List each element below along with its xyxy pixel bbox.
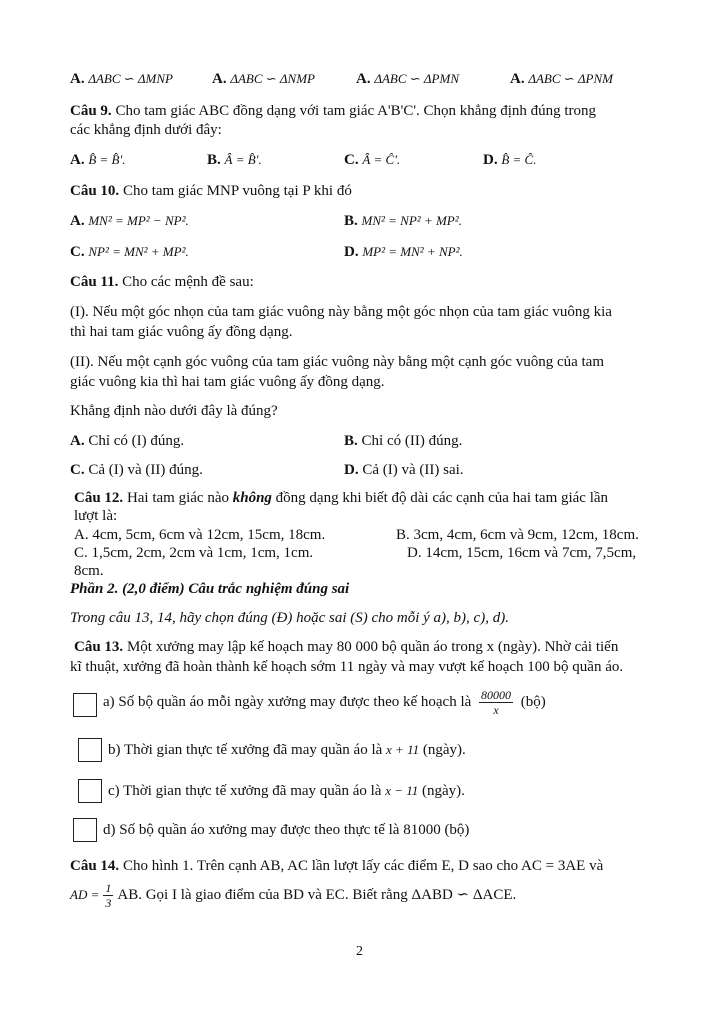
q13-c-statement: c) Thời gian thực tế xưởng đã may quần áo là x − 11 (ngày).	[108, 783, 465, 799]
top-option-4: A. ΔABC ∽ ΔPNM	[510, 71, 613, 87]
top-option-2: A. ΔABC ∽ ΔNMP	[212, 71, 315, 87]
q9-option-c: C. Â = Ĉ'.	[344, 152, 401, 168]
q12-stem: Câu 12. Hai tam giác nào không đồng dạng khi biết độ dài các cạnh của hai tam giác lần	[74, 490, 609, 506]
top-option-3: A. ΔABC ∽ ΔPMN	[356, 71, 459, 87]
part2-title: Phần 2. (2,0 điểm) Câu trắc nghiệm đúng sai	[70, 581, 350, 597]
q10-option-c: C. NP² = MN² + MP².	[70, 244, 189, 260]
q12-stem-cont: lượt là:	[74, 508, 118, 524]
q11-option-d: D. Cả (I) và (II) sai.	[344, 462, 464, 478]
q14-fraction: $\frac{1}{3}$	[105, 881, 112, 911]
q11-option-c: C. Cả (I) và (II) đúng.	[70, 462, 203, 478]
q13-a-fraction: $\frac{80000}{x}$	[481, 688, 512, 718]
q10-stem: Câu 10. Cho tam giác MNP vuông tại P khi đó	[70, 183, 352, 199]
q11-statement-1-cont: thì hai tam giác vuông ấy đồng dạng.	[70, 324, 293, 340]
q9-stem: Câu 9. Cho tam giác ABC đồng dạng với tam giác A'B'C'. Chọn khẳng định đúng trong	[70, 103, 597, 119]
q12-option-d-cont: 8cm.	[74, 563, 104, 579]
q12-option-b: B. 3cm, 4cm, 6cm và 9cm, 12cm, 18cm.	[396, 527, 639, 543]
q11-option-a: A. Chỉ có (I) đúng.	[70, 433, 185, 449]
q11-stem: Câu 11. Cho các mệnh đề sau:	[70, 274, 254, 290]
q13-d-answer-box[interactable]	[73, 818, 97, 842]
q14-stem-cont: AD = $\frac{1}{3}$ AB. Gọi I là giao điểm của BD và EC. Biết rằng ΔABD ∽ ΔACE.	[70, 881, 517, 911]
q9-stem-cont: các khẳng định dưới đây:	[70, 122, 222, 138]
q13-a-answer-box[interactable]	[73, 693, 97, 717]
page-number: 2	[356, 944, 363, 959]
part2-instruction: Trong câu 13, 14, hãy chọn đúng (Đ) hoặc sai (S) cho mỗi ý a), b), c), d).	[70, 610, 509, 626]
q13-b-statement: b) Thời gian thực tế xưởng đã may quần áo là x + 11 (ngày).	[108, 742, 466, 758]
q13-stem: Câu 13. Một xưởng may lập kế hoạch may 80 000 bộ quần áo trong x (ngày). Nhờ cải tiến	[74, 639, 619, 655]
q9-option-d: D. B̂ = Ĉ.	[483, 152, 537, 168]
q10-option-b: B. MN² = NP² + MP².	[344, 213, 462, 229]
q10-option-a: A. MN² = MP² − NP².	[70, 213, 189, 229]
q10-option-d: D. MP² = MN² + NP².	[344, 244, 463, 260]
q11-statement-1: (I). Nếu một góc nhọn của tam giác vuông này bằng một góc nhọn của tam giác vuông kia	[70, 304, 612, 320]
q9-option-b: B. Â = B̂'.	[207, 152, 262, 168]
q11-statement-2-cont: giác vuông kia thì hai tam giác vuông ấy đồng dạng.	[70, 374, 385, 390]
q13-b-answer-box[interactable]	[78, 738, 102, 762]
q12-option-a: A. 4cm, 5cm, 6cm và 12cm, 15cm, 18cm.	[74, 527, 326, 543]
q13-c-answer-box[interactable]	[78, 779, 102, 803]
q12-option-c: C. 1,5cm, 2cm, 2cm và 1cm, 1cm, 1cm.	[74, 545, 314, 561]
q13-stem-cont: kĩ thuật, xưởng đã hoàn thành kế hoạch sớm 11 ngày và may vượt kế hoạch 100 bộ quần áo.	[70, 659, 624, 675]
q9-option-a: A. B̂ = B̂'.	[70, 152, 126, 168]
q11-ask: Khẳng định nào dưới đây là đúng?	[70, 403, 278, 419]
q13-d-statement: d) Số bộ quần áo xưởng may được theo thực tế là 81000 (bộ)	[103, 822, 470, 838]
q14-stem: Câu 14. Cho hình 1. Trên cạnh AB, AC lần lượt lấy các điểm E, D sao cho AC = 3AE và	[70, 858, 604, 874]
q12-option-d: D. 14cm, 15cm, 16cm và 7cm, 7,5cm,	[407, 545, 637, 561]
top-option-1: A. ΔABC ∽ ΔMNP	[70, 71, 173, 87]
q11-option-b: B. Chỉ có (II) đúng.	[344, 433, 463, 449]
q11-statement-2: (II). Nếu một cạnh góc vuông của tam giác vuông này bằng một cạnh góc vuông của tam	[70, 354, 605, 370]
q13-a-statement: a) Số bộ quần áo mỗi ngày xưởng may được theo kế hoạch là $\frac{80000}{x}$ (bộ)	[103, 688, 546, 718]
